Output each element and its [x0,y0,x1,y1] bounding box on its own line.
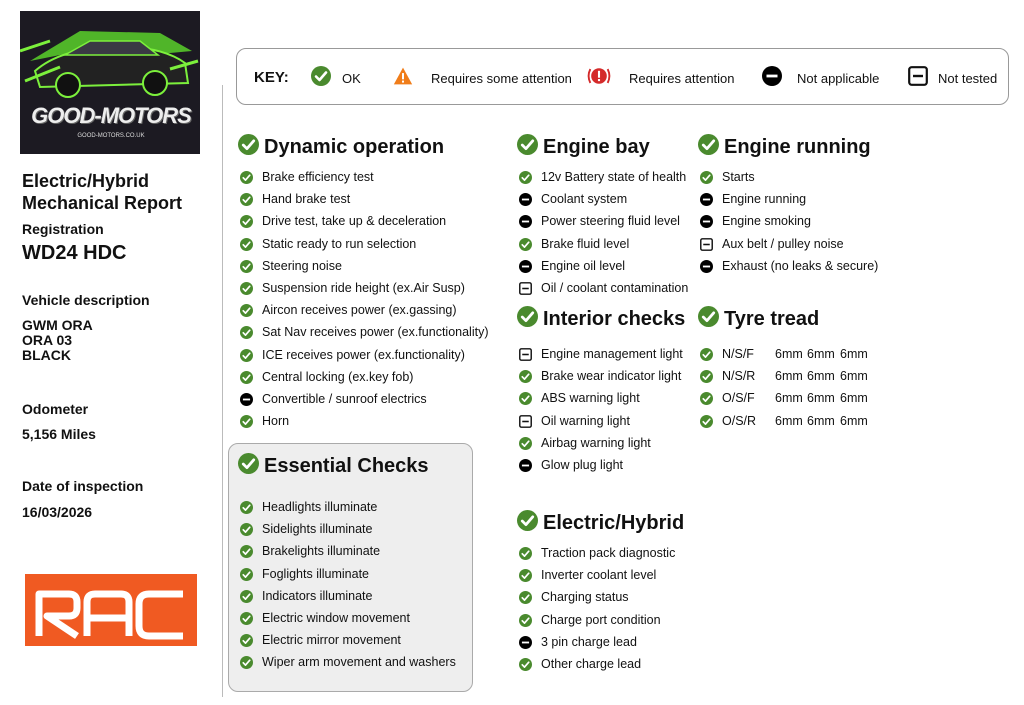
tread-inner: 6mm [775,347,803,361]
ok-icon [240,371,253,387]
ok-icon [517,134,538,161]
tyre-tread-depths [775,414,895,428]
checklist-item-label: 12v Battery state of health [541,170,687,184]
ok-icon [240,282,253,298]
date-label: Date of inspection [22,478,144,494]
ok-icon [238,453,259,480]
checklist-item-label: Electric mirror movement [262,633,401,647]
checklist-item-label: Brake efficiency test [262,170,374,184]
not-applicable-icon [700,260,713,276]
checklist-item-label: Electric window movement [262,611,410,625]
ok-icon [240,590,253,606]
not-tested-icon [519,415,532,431]
ok-icon [700,171,713,187]
ok-icon [519,370,532,386]
checklist-item-label: Wiper arm movement and washers [262,655,456,669]
ok-icon [240,238,253,254]
not-tested-icon [908,66,928,91]
not-applicable-icon [519,459,532,475]
checklist-item-label: Power steering fluid level [541,214,680,228]
tread-outer: 6mm [840,369,868,383]
tyre-position: N/S/F [722,347,754,361]
key-nt-text: Not tested [938,71,998,86]
checklist-item-label: Other charge lead [541,657,642,671]
ok-icon [240,326,253,342]
ok-icon [700,348,713,364]
tread-outer: 6mm [840,414,868,428]
checklist-item-label: Headlights illuminate [262,500,378,514]
not-applicable-icon [519,260,532,276]
ok-icon [240,523,253,539]
checklist-item-label: Engine smoking [722,214,811,228]
tread-middle: 6mm [807,414,835,428]
tyre-tread-depths [775,347,895,361]
checklist-item-label: Aircon receives power (ex.gassing) [262,303,457,317]
checklist-item-label: Brake wear indicator light [541,369,682,383]
not-applicable-icon [700,193,713,209]
tyre-tread-depths [775,391,895,405]
tyre-tread-depths [775,369,895,383]
logo-url: GOOD-MOTORS.CO.UK [77,133,145,139]
tyre-position: O/S/R [722,414,757,428]
checklist-item-label: ICE receives power (ex.functionality) [262,348,465,362]
date-value: 16/03/2026 [22,504,93,520]
checklist-item-label: Steering noise [262,259,342,273]
odometer-value: 5,156 Miles [22,426,96,442]
ok-icon [240,215,253,231]
not-tested-icon [519,282,532,298]
checklist-item-label: Drive test, take up & deceleration [262,214,447,228]
ok-icon [240,171,253,187]
ok-icon [519,238,532,254]
key-ok-text: OK [342,71,361,86]
checklist-item-label: Static ready to run selection [262,237,417,251]
tread-outer: 6mm [840,391,868,405]
vehicle-model: ORA 03 [22,332,73,348]
not-applicable-icon [240,393,253,409]
report-title: Electric/Hybrid Mechanical Report [22,171,183,213]
vehicle-colour: BLACK [22,347,71,363]
logo-wordmark: GOOD-MOTORS [31,103,191,128]
section-title-text: Electric/Hybrid [543,512,685,534]
checklist-item-label: Suspension ride height (ex.Air Susp) [262,281,465,295]
status-key [236,48,1009,105]
alert-circle-icon [586,66,612,91]
checklist-item-label: Traction pack diagnostic [541,546,676,560]
ok-icon [519,591,532,607]
checklist-item-label: Glow plug light [541,458,623,472]
checklist-item-label: Oil warning light [541,414,630,428]
ok-icon [240,349,253,365]
not-applicable-icon [519,215,532,231]
ok-icon [700,415,713,431]
checklist-item-label: Coolant system [541,192,628,206]
ok-icon [519,658,532,674]
checklist-item-label: Brakelights illuminate [262,544,381,558]
good-motors-logo [20,11,200,154]
checklist-item-label: Sat Nav receives power (ex.functionality) [262,325,489,339]
checklist-item-label: Indicators illuminate [262,589,373,603]
ok-icon [700,392,713,408]
checklist-item-label: Central locking (ex.key fob) [262,370,414,384]
checklist-item-label: Charging status [541,590,629,604]
section-title-text: Dynamic operation [264,136,445,158]
ok-icon [519,614,532,630]
section-title-text: Essential Checks [264,455,429,477]
checklist-item-label: Sidelights illuminate [262,522,373,536]
not-applicable-icon [519,636,532,652]
ok-icon [519,569,532,585]
not-applicable-icon [519,193,532,209]
ok-icon [240,612,253,628]
tread-middle: 6mm [807,391,835,405]
checklist-item-label: Engine oil level [541,259,626,273]
rac-logo [25,574,197,646]
section-title-text: Tyre tread [724,308,820,330]
vehicle-description-label: Vehicle description [22,292,150,308]
checklist-item-label: Airbag warning light [541,436,651,450]
tread-outer: 6mm [840,347,868,361]
not-tested-icon [700,238,713,254]
tread-inner: 6mm [775,391,803,405]
tyre-position: O/S/F [722,391,755,405]
tread-inner: 6mm [775,414,803,428]
tread-middle: 6mm [807,347,835,361]
checklist-item-label: Aux belt / pulley noise [722,237,844,251]
warning-triangle-icon [393,66,413,91]
key-some-attention-text: Requires some attention [431,71,572,86]
not-tested-icon [519,348,532,364]
section-title-text: Interior checks [543,308,686,330]
ok-icon [240,415,253,431]
not-applicable-icon [700,215,713,231]
ok-icon [517,510,538,537]
tyre-position: N/S/R [722,369,756,383]
ok-icon [700,370,713,386]
key-na-text: Not applicable [797,71,880,86]
ok-icon [698,134,719,161]
ok-icon [240,656,253,672]
checklist-item-label: Horn [262,414,290,428]
tread-inner: 6mm [775,369,803,383]
not-applicable-icon [762,66,782,91]
section-title-text: Engine bay [543,136,650,158]
checklist-item-label: Exhaust (no leaks & secure) [722,259,879,273]
checklist-item-label: Engine running [722,192,807,206]
checklist-item-label: Oil / coolant contamination [541,281,689,295]
ok-icon [240,545,253,561]
checklist-item-label: ABS warning light [541,391,640,405]
checklist-item-label: Charge port condition [541,613,661,627]
checklist-item-label: Starts [722,170,755,184]
ok-icon [519,392,532,408]
registration-label: Registration [22,221,104,237]
odometer-label: Odometer [22,401,89,417]
ok-icon [698,306,719,333]
registration-value: WD24 HDC [22,242,127,264]
checklist-item-label: Foglights illuminate [262,567,369,581]
checklist-item-label: Hand brake test [262,192,351,206]
section-title-text: Engine running [724,136,871,158]
checklist-item-label: Inverter coolant level [541,568,657,582]
checklist-item-label: 3 pin charge lead [541,635,637,649]
ok-icon [240,634,253,650]
ok-icon [519,547,532,563]
ok-icon [240,304,253,320]
column-divider [222,85,223,697]
ok-icon [517,306,538,333]
checklist-item-label: Convertible / sunroof electrics [262,392,427,406]
ok-icon [240,260,253,276]
rac-logo-mark [25,574,197,646]
ok-icon [238,134,259,161]
key-attention-text: Requires attention [629,71,735,86]
rac-logo-text [25,646,26,647]
key-label: KEY: [254,69,289,86]
ok-icon [519,171,532,187]
ok-icon [240,193,253,209]
checklist-item-label: Engine management light [541,347,683,361]
ok-icon [240,501,253,517]
ok-icon [311,66,331,91]
ok-icon [519,437,532,453]
vehicle-make: GWM ORA [22,317,93,333]
tread-middle: 6mm [807,369,835,383]
checklist-item-label: Brake fluid level [541,237,630,251]
ok-icon [240,568,253,584]
